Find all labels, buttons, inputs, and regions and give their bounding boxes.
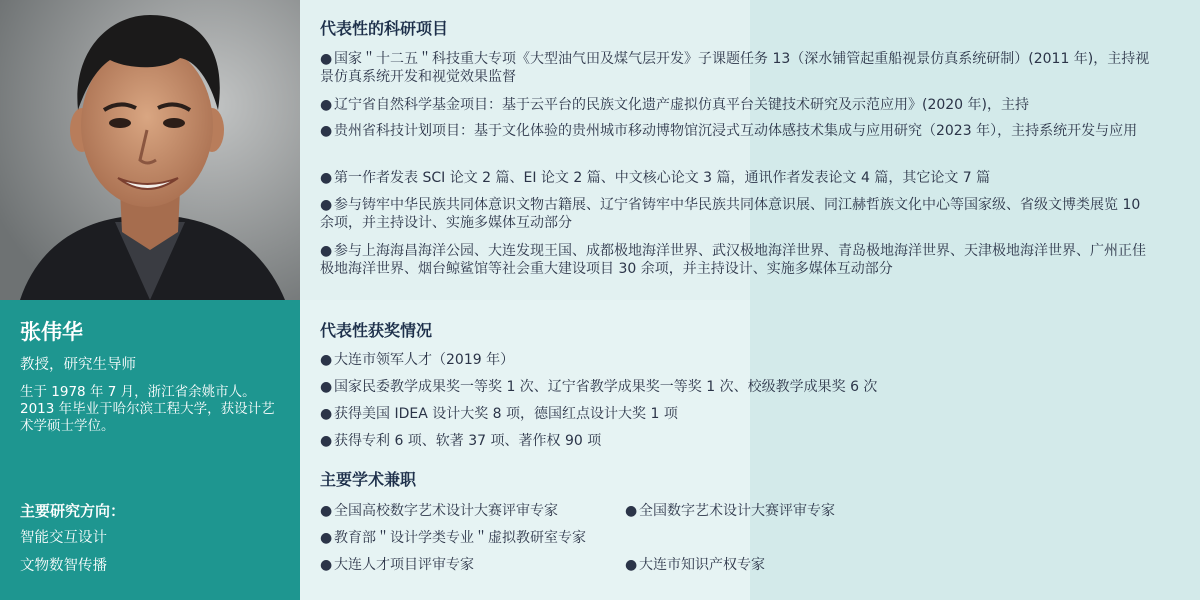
project-text: 第一作者发表 SCI 论文 2 篇、EI 论文 2 篇、中文核心论文 3 篇，通讯作者发表论文 4 篇，其它论文 7 篇 <box>334 170 991 186</box>
award-item <box>320 378 1150 396</box>
position-item <box>625 502 945 520</box>
portrait-photo <box>0 0 300 300</box>
bullet-icon: ● <box>625 557 638 573</box>
project-item <box>320 196 1150 232</box>
position-text: 全国高校数字艺术设计大赛评审专家 <box>334 503 558 519</box>
position-text: 大连市知识产权专家 <box>639 557 765 573</box>
bullet-icon: ● <box>320 97 333 113</box>
position-item <box>320 502 620 520</box>
project-item <box>320 96 1150 114</box>
bullet-icon: ● <box>320 170 333 186</box>
bullet-icon: ● <box>320 557 333 573</box>
project-text: 贵州省科技计划项目：基于文化体验的贵州城市移动博物馆沉浸式互动体感技术集成与应用研究（2023 年），主持系统开发与应用 <box>334 123 1138 139</box>
award-text: 大连市领军人才（2019 年） <box>334 352 515 368</box>
profile-panel <box>0 300 300 600</box>
bullet-icon: ● <box>320 379 333 395</box>
project-text: 国家＂十二五＂科技重大专项《大型油气田及煤气层开发》子课题任务 13（深水铺管起重船视景仿真系统研制）(2011 年)，主持视景仿真系统开发和视觉效果监督 <box>320 51 1150 85</box>
position-text: 全国数字艺术设计大赛评审专家 <box>639 503 835 519</box>
positions-heading: 主要学术兼职 <box>320 470 417 489</box>
position-text: 教育部＂设计学类专业＂虚拟教研室专家 <box>334 530 586 546</box>
bullet-icon: ● <box>320 51 333 67</box>
award-item <box>320 405 1150 423</box>
research-directions-heading: 主要研究方向： <box>20 502 126 520</box>
project-item <box>320 242 1150 278</box>
bullet-icon: ● <box>320 123 333 139</box>
project-item <box>320 122 1150 140</box>
position-text: 大连人才项目评审专家 <box>334 557 474 573</box>
awards-heading: 代表性获奖情况 <box>320 321 433 340</box>
portrait-illustration <box>0 0 300 300</box>
projects-heading: 代表性的科研项目 <box>320 19 449 38</box>
research-direction-item: 智能交互设计 <box>20 530 107 546</box>
award-text: 获得美国 IDEA 设计大奖 8 项，德国红点设计大奖 1 项 <box>334 406 678 422</box>
position-item <box>320 556 620 574</box>
person-title: 教授，研究生导师 <box>20 357 136 373</box>
bullet-icon: ● <box>320 197 333 213</box>
bullet-icon: ● <box>320 352 333 368</box>
bullet-icon: ● <box>320 433 333 449</box>
bullet-icon: ● <box>320 503 333 519</box>
award-text: 国家民委教学成果奖一等奖 1 次、辽宁省教学成果奖一等奖 1 次、校级教学成果奖 6 次 <box>334 379 878 395</box>
person-name: 张伟华 <box>20 320 83 344</box>
position-item <box>625 556 945 574</box>
bullet-icon: ● <box>320 530 333 546</box>
bullet-icon: ● <box>320 243 333 259</box>
award-item <box>320 351 1150 369</box>
bullet-icon: ● <box>625 503 638 519</box>
project-text: 参与上海海昌海洋公园、大连发现王国、成都极地海洋世界、武汉极地海洋世界、青岛极地海洋世界、天津极地海洋世界、广州正佳极地海洋世界、烟台鲸鲨馆等社会重大建设项目 30 余项，并主持设计、实施多媒体互动部分 <box>320 243 1146 277</box>
project-text: 辽宁省自然科学基金项目：基于云平台的民族文化遗产虚拟仿真平台关键技术研究及示范应用》(2020 年)，主持 <box>334 97 1030 113</box>
project-text: 参与铸牢中华民族共同体意识文物古籍展、辽宁省铸牢中华民族共同体意识展、同江赫哲族文化中心等国家级、省级文博类展览 10 余项，并主持设计、实施多媒体互动部分 <box>320 197 1141 231</box>
bullet-icon: ● <box>320 406 333 422</box>
position-item <box>320 529 1150 547</box>
project-item <box>320 50 1150 86</box>
award-text: 获得专利 6 项、软著 37 项、著作权 90 项 <box>334 433 602 449</box>
research-direction-item: 文物数智传播 <box>20 558 107 574</box>
project-item <box>320 169 1150 187</box>
person-bio: 生于 1978 年 7 月，浙江省余姚市人。2013 年毕业于哈尔滨工程大学，获设计艺术学硕士学位。 <box>20 384 275 434</box>
award-item <box>320 432 1150 450</box>
